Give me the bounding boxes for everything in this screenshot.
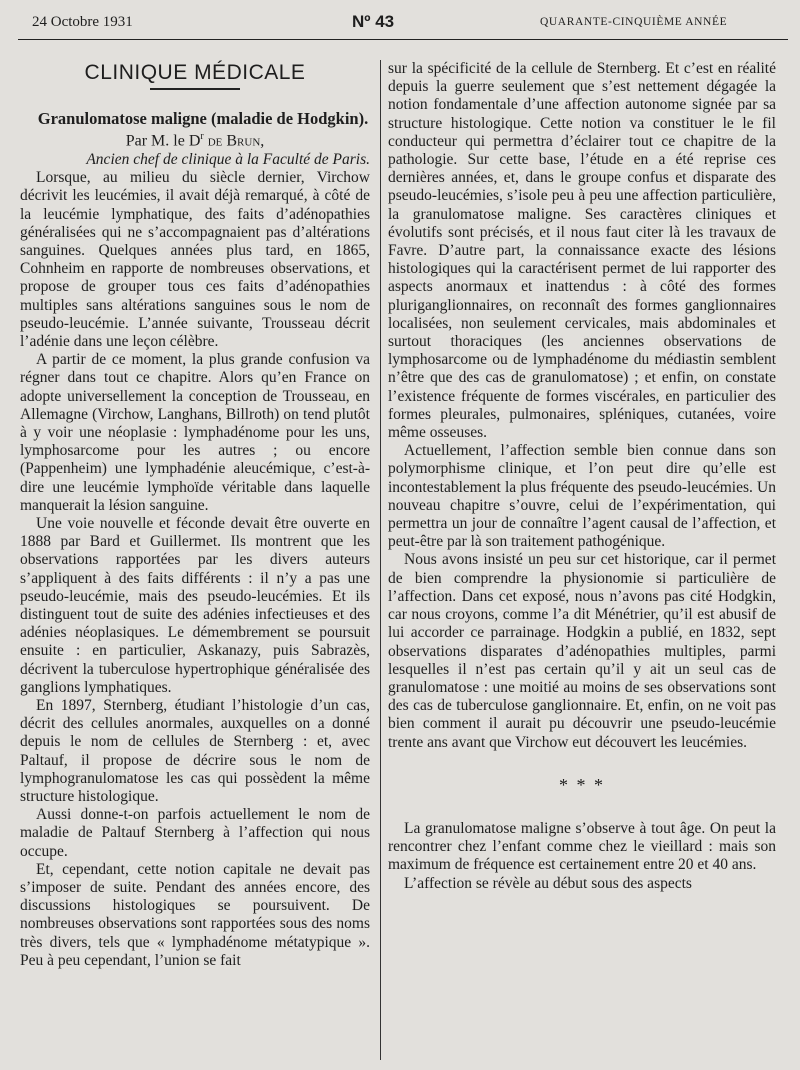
- byline-sup: r: [200, 131, 204, 143]
- paragraph: L’affection se révèle au début sous des aspects: [404, 874, 692, 892]
- publication-year: QUARANTE-CINQUIÈME ANNÉE: [540, 16, 728, 28]
- article-title: Granulomatose maligne (maladie de Hodgkin).: [37, 109, 369, 129]
- paragraph: En 1897, Sternberg, étudiant l’histologie d’un cas, décrit des cellules anormales, auxquelles on a donné depuis le nom de cellules de Sternberg : et, avec Paltauf, il propose de décrire sous le nom de lymphogranulomatose les cas qui possèdent la même structure histologique.: [20, 697, 370, 806]
- section-title: CLINIQUE MÉDICALE: [84, 61, 306, 84]
- byline-prefix: Par M. le D: [125, 132, 201, 150]
- author-name: de Brun,: [207, 132, 265, 150]
- byline: [20, 128, 370, 151]
- left-column: [20, 60, 370, 970]
- header-rule: [18, 39, 788, 40]
- section-title-rule: [150, 88, 240, 90]
- paragraph: Nous avons insisté un peu sur cet historique, car il permet de bien comprendre la physionomie si particulière de l’affection. Dans cet exposé, nous n’avons pas cité Hodgkin, car nous croyons, comme l’a dit Ménétrier, qu’il est abusif de lui accorder ce parrainage. Hodgkin a publié, en 1832, sept observations disparates d’adénopathies multiples, parmi lesquelles il n’est pas certain qu’il y ait un seul cas de granulomatose : une moitié au moins de ses observations sont des cas de tuberculose ganglionnaire. Et, enfin, on ne voit pas bien comment il aurait pu découvrir une pseudo-leucémie trente ans avant que Virchow eut découvert les leucémies.: [388, 551, 776, 751]
- author-affiliation: Ancien chef de clinique à la Faculté de Paris.: [86, 150, 370, 168]
- right-column: [388, 60, 776, 893]
- paragraph: La granulomatose maligne s’observe à tout âge. On peut la rencontrer chez l’enfant comme chez le vieillard : mais son maximum de fréquence est certainement entre 20 et 40 ans.: [388, 819, 776, 874]
- issue-date: 24 Octobre 1931: [32, 14, 133, 30]
- paragraph: Actuellement, l’affection semble bien connue dans son polymorphisme clinique, et l’on peut dire qu’elle est incontestablement la plus fréquente des pseudo-leucémies. Un nouveau chapitre s’ouvre, celui de l’expérimentation, qui permettra un jour de connaître l’agent causal de l’affection, et peut-être par là son traitement pathogénique.: [388, 442, 776, 551]
- paragraph: Une voie nouvelle et féconde devait être ouverte en 1888 par Bard et Guillermet. Ils montrent que les observations rapportées par les divers auteurs s’appliquent à des faits différents : il n’y a pas une pseudo-leucémie, mais des pseudo-leucémies. Et ils distinguent tout de suite des adénies infectieuses et des adénies néoplasiques. Le démembrement se poursuit ensuite : en particulier, Askanazy, puis Sabrazès, décrivent la tuberculose hypertrophique généralisée des ganglions lymphatiques.: [20, 515, 370, 696]
- page-header: [0, 14, 800, 38]
- paragraph: Lorsque, au milieu du siècle dernier, Virchow décrivit les leucémies, il avait déjà remarqué, à côté de la leucémie lymphatique, des faits d’adénopathies généralisées qui ne s’accompagnaient pas d’altérations sanguines. Quelques années plus tard, en 1865, Cohnheim en rapporte de nombreuses observations, et propose de grouper tous ces faits d’adénopathies multiples sans altérations sanguines sous le nom de pseudo-leucémie. L’année suivante, Trousseau décrit l’adénie dans une leçon célèbre.: [20, 169, 370, 350]
- section-separator: * * *: [559, 774, 605, 795]
- paragraph: Aussi donne-t-on parfois actuellement le nom de maladie de Paltauf Sternberg à l’affection qui nous occupe.: [20, 806, 370, 860]
- column-divider: [380, 60, 381, 1060]
- paragraph: sur la spécificité de la cellule de Sternberg. Et c’est en réalité depuis la guerre seulement que s’est nettement dégagée la notion fondamentale d’une affection autonome signée par sa structure histologique. Cette notion va constituer le le fil conducteur qui permettra d’éclairer tout ce chapitre de la pathologie. Sur cette base, l’étude en a été reprise ces dernières années, et, dans le groupe confus et disparate des pseudo-leucémies, s’isole peu à peu une affection particulière, la granulomatose maligne. Ses caractères cliniques et évolutifs sont précisés, et il nous faut citer là les travaux de Favre. D’autre part, la connaissance exacte des lésions histologiques qui la caractérisent permet de lui rapporter des aspects anormaux et inattendus : à côté des formes pluriganglionnaires, on reconnaît des formes ganglionnaires localisées, non seulement cervicales, mais abdominales et surtout thoraciques (les anciennes observations de lymphosarcome ou de lymphadénome du médiastin semblent n’être que des cas de granulomatose) ; et enfin, on constate l’existence fréquente de formes viscérales, en particulier des formes pleurales, pulmonaires, spléniques, cutanées, voire même osseuses.: [388, 60, 776, 442]
- issue-number: Nº 43: [352, 12, 395, 31]
- paragraph: A partir de ce moment, la plus grande confusion va régner dans tout ce chapitre. Alors qu’en France on adopte universellement la conception de Trousseau, en Allemagne (Virchow, Langhans, Billroth) on tend plutôt à y voir une néoplasie : lymphadénome pour les uns, lymphosarcome pour les autres ; ou encore (Pappenheim) une lymphadénie aleucémique, c’est-à-dire une leucémie lymphoïde véritable dans laquelle manquerait la lésion sanguine.: [20, 351, 370, 514]
- paragraph: Et, cependant, cette notion capitale ne devait pas s’imposer de suite. Pendant des années encore, des discussions histologiques se poursuivent. De nombreuses observations sont rapportées sous des noms très divers, tels que « lymphadénome métatypique ». Peu à peu cependant, l’union se fait: [20, 860, 370, 969]
